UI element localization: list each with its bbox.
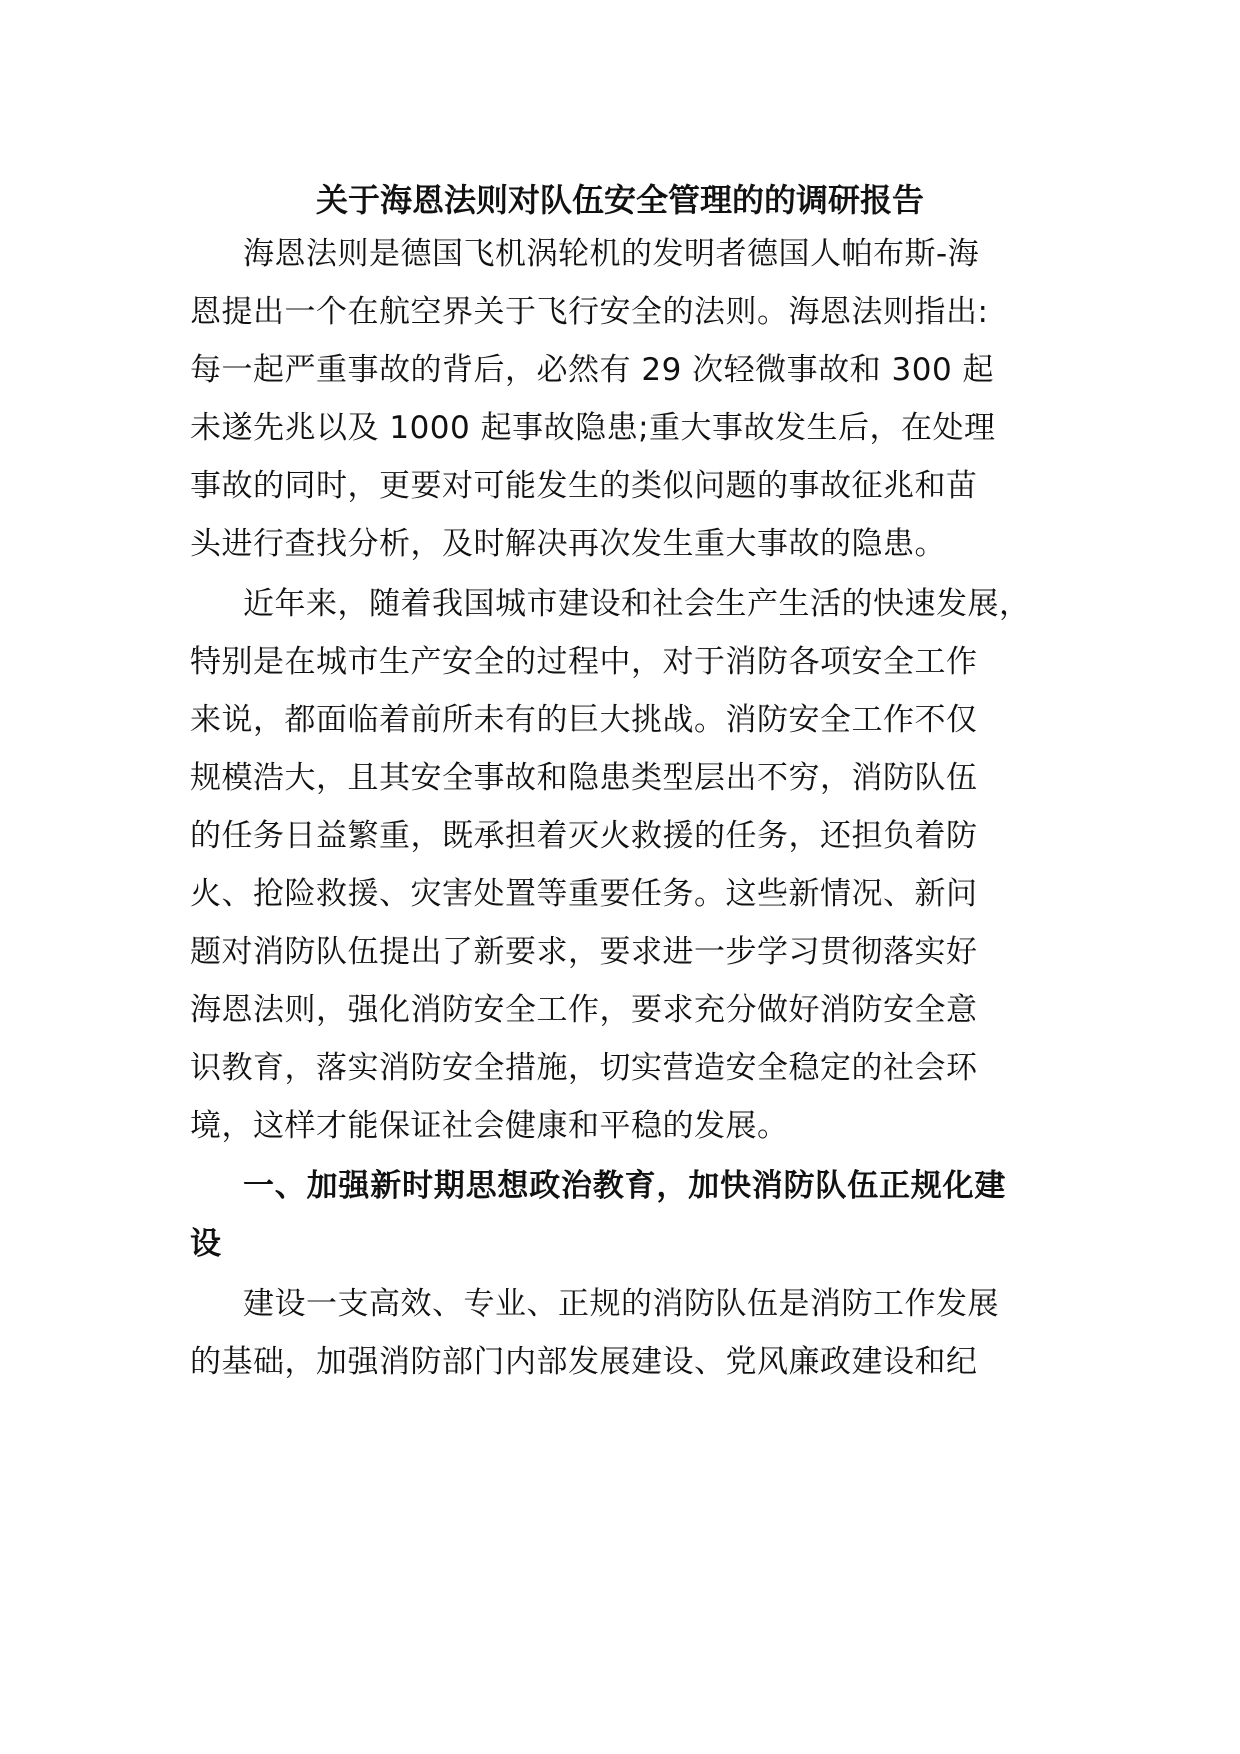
paragraph-3-line-1: 建设一支高效、专业、正规的消防队伍是消防工作发展 — [243, 1286, 999, 1322]
paragraph-2-line-3: 来说，都面临着前所未有的巨大挑战。消防安全工作不仅 — [190, 702, 978, 738]
paragraph-2-line-6: 火、抢险救援、灾害处置等重要任务。这些新情况、新问 — [190, 876, 978, 912]
paragraph-2-line-10: 境，这样才能保证社会健康和平稳的发展。 — [190, 1108, 789, 1144]
paragraph-2-line-9: 识教育，落实消防安全措施，切实营造安全稳定的社会环 — [190, 1050, 978, 1086]
section-heading-1-line-1: 一、加强新时期思想政治教育，加快消防队伍正规化建 — [243, 1168, 1007, 1204]
paragraph-1-line-3: 每一起严重事故的背后，必然有 29 次轻微事故和 300 起 — [190, 352, 995, 388]
paragraph-2-line-8: 海恩法则，强化消防安全工作，要求充分做好消防安全意 — [190, 992, 978, 1028]
paragraph-1-line-2: 恩提出一个在航空界关于飞行安全的法则。海恩法则指出: — [190, 294, 989, 330]
paragraph-1-line-4: 未遂先兆以及 1000 起事故隐患;重大事故发生后，在处理 — [190, 410, 996, 446]
paragraph-2-line-7: 题对消防队伍提出了新要求，要求进一步学习贯彻落实好 — [190, 934, 978, 970]
paragraph-1-line-1: 海恩法则是德国飞机涡轮机的发明者德国人帕布斯-海 — [243, 236, 980, 272]
paragraph-2-line-2: 特别是在城市生产安全的过程中，对于消防各项安全工作 — [190, 644, 978, 680]
paragraph-1-line-6: 头进行查找分析，及时解决再次发生重大事故的隐患。 — [190, 526, 946, 562]
paragraph-2-line-5: 的任务日益繁重，既承担着灭火救援的任务，还担负着防 — [190, 818, 978, 854]
paragraph-3-line-2: 的基础，加强消防部门内部发展建设、党风廉政建设和纪 — [190, 1344, 978, 1380]
paragraph-2-line-1: 近年来，随着我国城市建设和社会生产生活的快速发展， — [243, 586, 1031, 622]
section-heading-1-line-2: 设 — [190, 1226, 222, 1262]
paragraph-1-line-5: 事故的同时，更要对可能发生的类似问题的事故征兆和苗 — [190, 468, 978, 504]
paragraph-2-line-4: 规模浩大，且其安全事故和隐患类型层出不穷，消防队伍 — [190, 760, 978, 796]
document-title: 关于海恩法则对队伍安全管理的的调研报告 — [315, 181, 924, 219]
